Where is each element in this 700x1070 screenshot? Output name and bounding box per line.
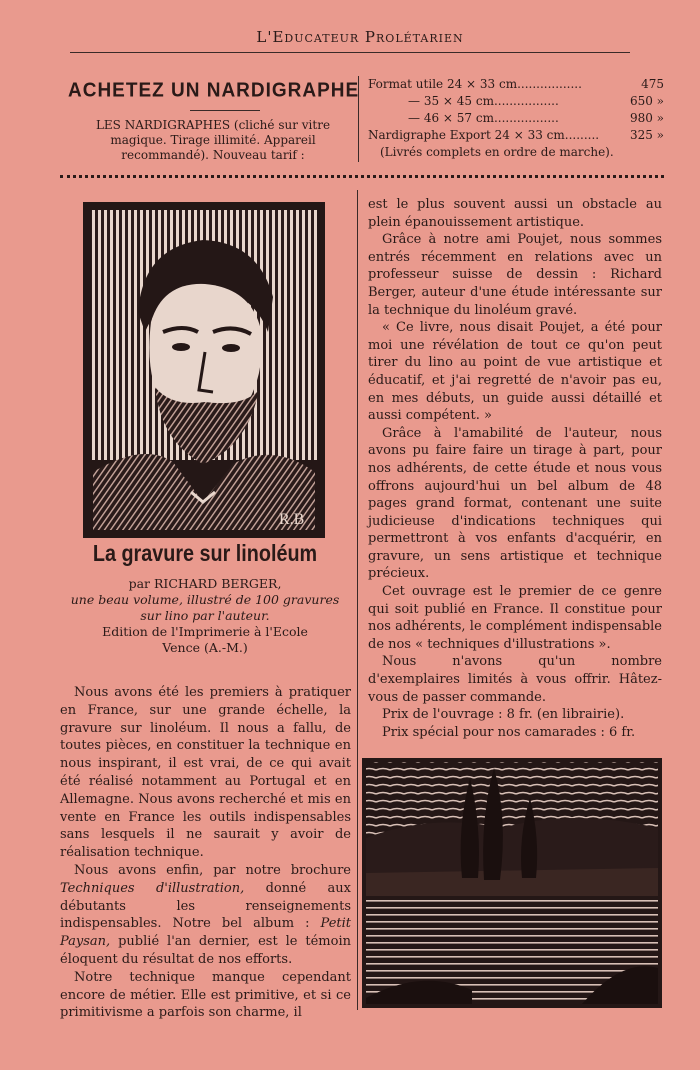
- header-rule: [70, 52, 630, 53]
- book-place: Vence (A.-M.): [162, 640, 248, 655]
- section-separator: [60, 175, 664, 178]
- article-left-column: [60, 684, 351, 1022]
- price-label: — 46 × 57 cm.................: [408, 111, 559, 125]
- article-paragraph: « Ce livre, nous disait Poujet, a été pour moi une révélation de tout ce qu'on peut tirer du lino au point de vue artistique et éducatif, et j'ai regretté de n'avoir pas eu, en mes débuts, un guide aussi détaillé et aussi compétent. »: [368, 320, 662, 424]
- article-paragraph: est le plus souvent aussi un obstacle au plein épanouissement artistique.: [368, 197, 662, 230]
- price-label: Format utile 24 × 33 cm.................: [368, 77, 582, 91]
- article-paragraph: [60, 862, 351, 969]
- portrait-linocut: [83, 202, 325, 538]
- article-right-column: [368, 196, 662, 741]
- price-row: [368, 93, 664, 110]
- article-paragraph: Nous avons été les premiers à pratiquer en France, sur une grande échelle, la gravure sur linoléum. Il nous a fallu, de toutes pièces, en constituer la technique en nous inspirant, il est vrai, de ce qui avait été réalisé notamment au Portugal et en Allemagne. Nous avons recherché et mis en vente en France les outils indispensables sans lesquels il ne saurait y avoir de réalisation technique.: [60, 685, 351, 861]
- price-value: 650 »: [629, 94, 664, 108]
- price-text: Prix spécial pour nos camarades : 6 fr.: [382, 724, 636, 740]
- book-subtitle: une beau volume, illustré de 100 gravures sur lino par l'auteur.: [70, 592, 340, 623]
- price-value: 475: [641, 77, 664, 91]
- ad-divider: [358, 76, 359, 162]
- article-paragraph: Nous n'avons qu'un nombre d'exemplaires limités à vous offrir. Hâtez-vous de passer commande.: [368, 654, 662, 705]
- ad-description: LES NARDIGRAPHES (cliché sur vitre magique. Tirage illimité. Appareil recommandé). Nouveau tarif :: [95, 118, 331, 162]
- column-divider: [357, 190, 358, 1010]
- ad-title: ACHETEZ UN NARDIGRAPHE: [68, 79, 360, 102]
- ad-title-rule: [190, 110, 260, 111]
- text-run: publié l'an dernier, est le témoin éloquent du résultat de nos efforts.: [60, 934, 351, 967]
- price-value: 980 »: [629, 111, 664, 125]
- running-header: [60, 28, 660, 46]
- text-run: donné aux débutants les renseignements indispensables. Notre bel album :: [60, 880, 351, 932]
- price-value: 325 »: [629, 128, 664, 142]
- price-label: Nardigraphe Export 24 × 33 cm.........: [368, 128, 600, 142]
- book-author: par RICHARD BERGER,: [128, 576, 282, 591]
- book-title: La gravure sur linoléum: [92, 540, 318, 566]
- price-list: [368, 76, 664, 161]
- article-paragraph: Grâce à l'amabilité de l'auteur, nous avons pu faire faire un tirage à part, pour nos adhérents, de cette étude et nous vous offrons aujourd'hui un bel album de 48 pages grand format, contenant une suite judicieuse d'indications techniques qui permettront à vos enfants d'acquérir, en gravure, un sens artistique et technique précieux.: [368, 425, 662, 582]
- book-edition: Edition de l'Imprimerie à l'Ecole: [102, 624, 308, 639]
- price-row: [368, 76, 664, 93]
- price-label: — 35 × 45 cm.................: [408, 94, 559, 108]
- landscape-linocut: [362, 758, 662, 1008]
- article-paragraph: Notre technique manque cependant encore de métier. Elle est primitive, et si ce primitivisme a parfois son charme, il: [60, 969, 351, 1021]
- album-title: Petit Paysan,: [60, 916, 352, 950]
- text-run: Nous avons enfin, par notre brochure: [74, 862, 351, 878]
- price-row: [368, 127, 664, 144]
- header-title: L'Educateur Prolétarien: [256, 28, 464, 46]
- portrait-signature: R.B: [279, 511, 305, 528]
- book-info: [60, 576, 350, 656]
- brochure-title: Techniques d'illustration,: [60, 880, 245, 896]
- article-paragraph: Grâce à notre ami Poujet, nous sommes entrés récemment en relations avec un professeur suisse de dessin : Richard Berger, auteur d'une étude intéressante sur la technique du linoléum gravé.: [368, 232, 662, 318]
- price-text: Prix de l'ouvrage : 8 fr. (en librairie).: [382, 707, 625, 723]
- price-note: (Livrés complets en ordre de marche).: [380, 145, 614, 159]
- article-paragraph: Cet ouvrage est le premier de ce genre qui soit publié en France. Il constitue pour nos adhérents, le complément indispensable de nos « techniques d'illustrations ».: [368, 584, 662, 652]
- price-row: [368, 110, 664, 127]
